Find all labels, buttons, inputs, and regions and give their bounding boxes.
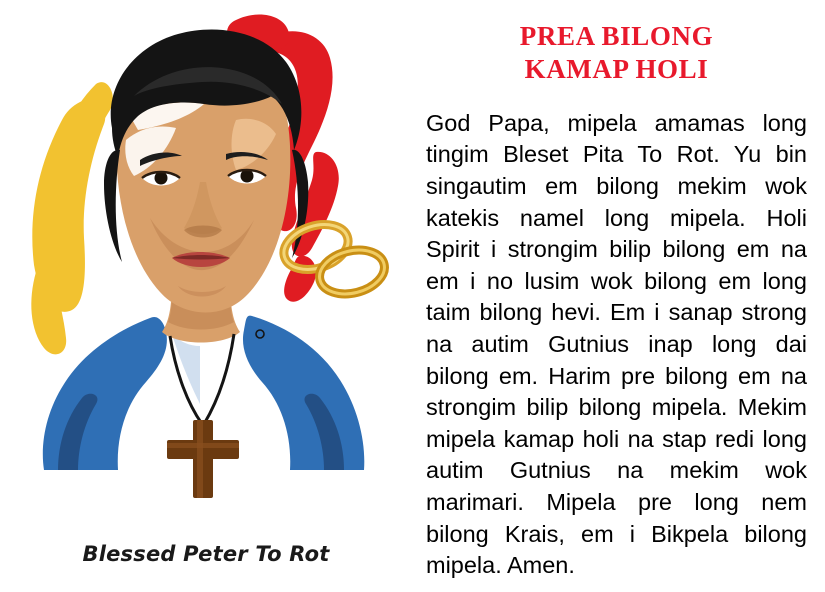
illustration-caption: Blessed Peter To Rot — [82, 542, 330, 566]
prayer-title — [426, 20, 807, 86]
illustration-panel — [0, 0, 412, 592]
prayer-text-panel — [412, 0, 825, 592]
prayer-body-text: God Papa, mipela amamas long tingim Bleset Pita To Rot. Yu bin singautim em bilong mekim wok katekis namel long mipela. Holi Spirit i strongim bilip bilong em na em i no lusim wok bilong em long taim bilong hevi. Em i sanap strong na autim Gutnius inap long dai bilong em. Harim pre bilong em na strongim bilip bilong mipela. Mekim mipela kamap holi na stap redi long autim Gutnius na mekim wok marimari. Mipela pre long nem bilong Krais, em i Bikpela bilong mipela. Amen. — [426, 109, 807, 579]
prayer-title-line-2: KAMAP HOLI — [524, 53, 709, 84]
prayer-title-line-1: PREA BILONG — [519, 21, 714, 51]
crucifix-icon — [167, 420, 239, 498]
portrait-illustration — [0, 0, 412, 520]
face — [104, 29, 308, 312]
portrait-svg — [0, 0, 412, 520]
brush-stroke-yellow — [31, 82, 113, 354]
